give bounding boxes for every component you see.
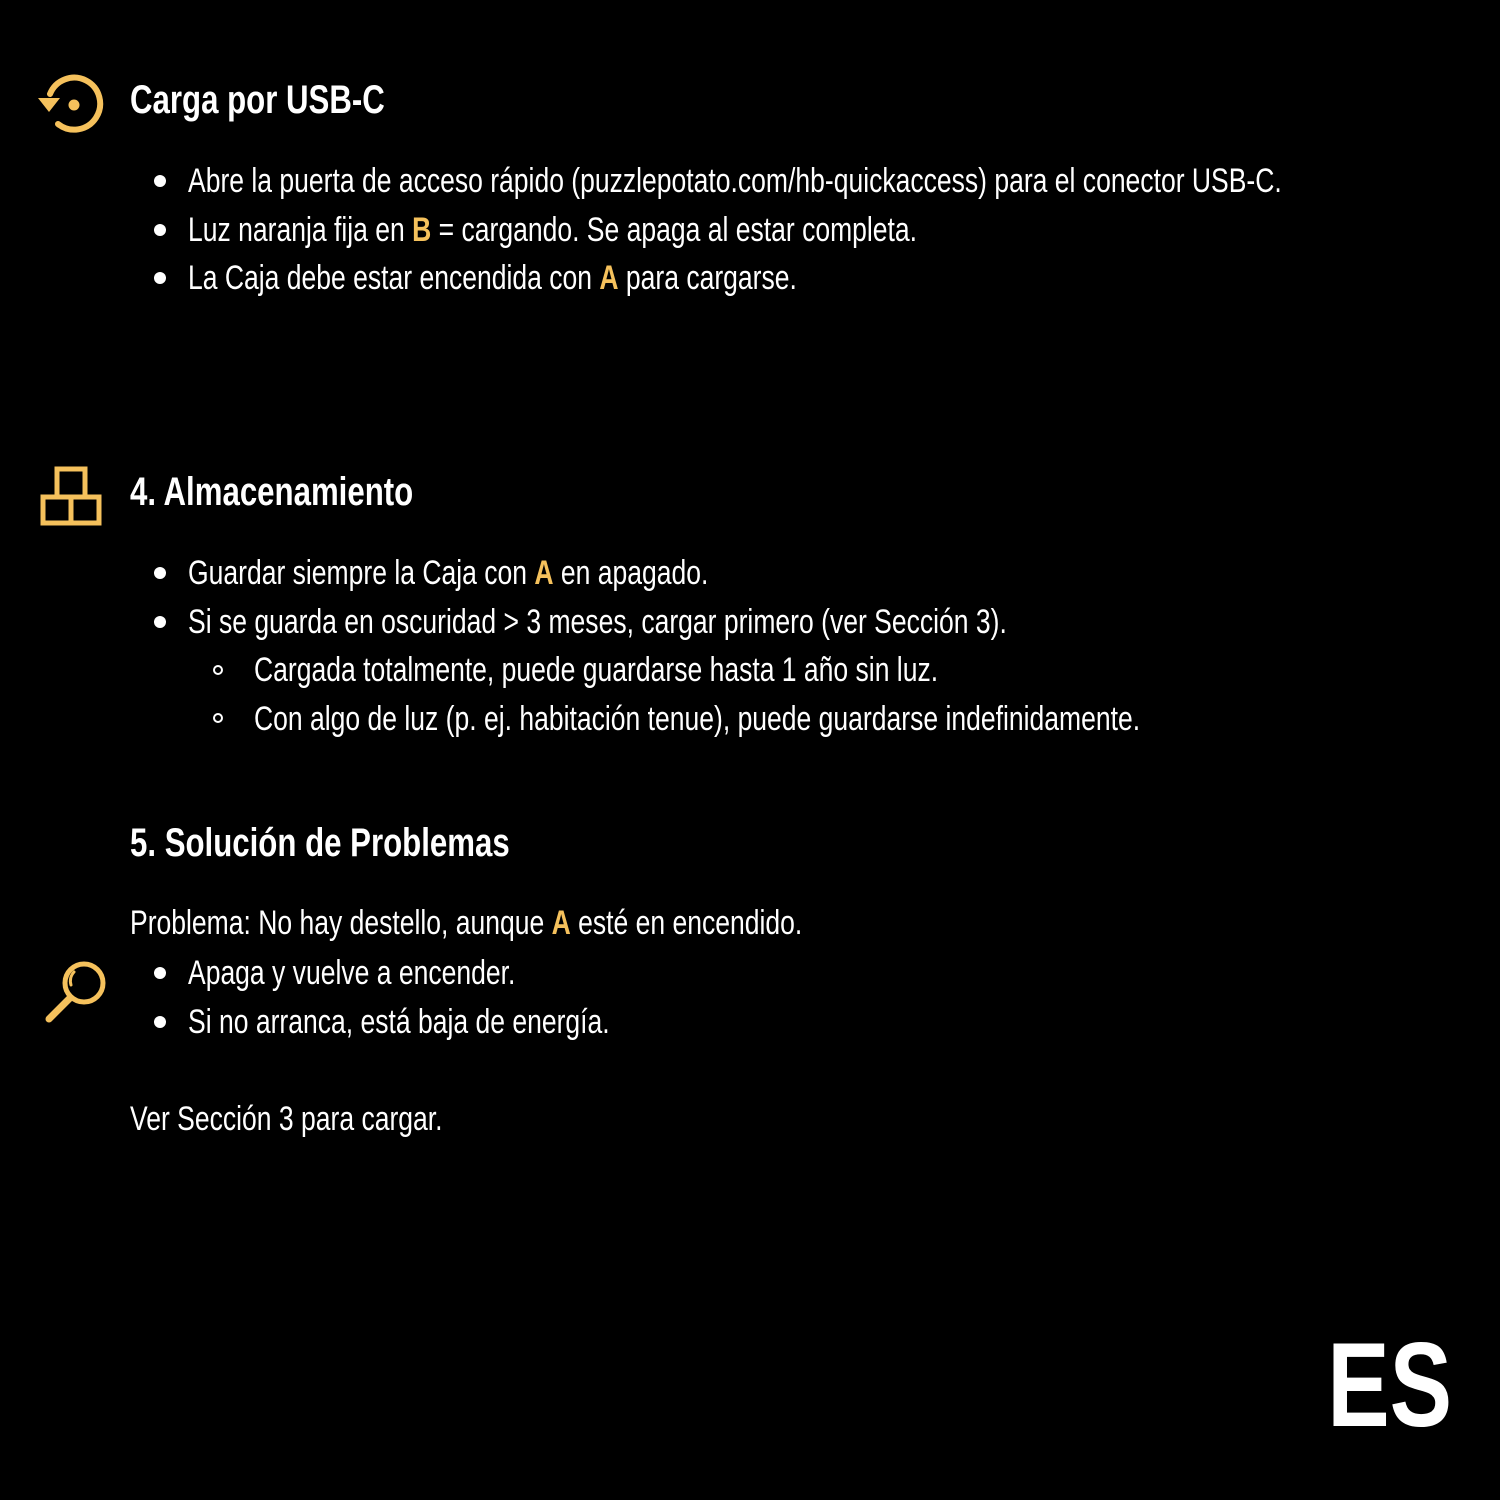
section-title-charging: Carga por USB-C	[130, 78, 385, 122]
bullet-marker	[154, 175, 166, 187]
sub-list-item: Con algo de luz (p. ej. habitación tenue), puede guardarse indefinidamente.	[254, 700, 1141, 738]
list-item: Si no arranca, está baja de energía.	[188, 1003, 610, 1041]
boxes-stack-icon	[40, 466, 102, 528]
sub-bullet-marker	[213, 665, 223, 675]
section-title-troubleshooting: 5. Solución de Problemas	[130, 821, 510, 865]
list-item: Abre la puerta de acceso rápido (puzzlepotato.com/hb-quickaccess) para el conector USB-C.	[188, 162, 1282, 200]
list-item: Luz naranja fija en B = cargando. Se apaga al estar completa.	[188, 211, 918, 249]
sub-bullet-marker	[213, 713, 223, 723]
language-badge: ES	[1327, 1318, 1452, 1452]
highlight-letter-b: B	[412, 211, 432, 249]
sub-list-item: Cargada totalmente, puede guardarse hasta 1 año sin luz.	[254, 651, 939, 689]
rotate-left-circle-icon	[34, 72, 110, 138]
highlight-letter-a: A	[551, 904, 571, 942]
problem-statement: Problema: No hay destello, aunque A esté en encendido.	[130, 904, 803, 942]
bullet-marker	[154, 616, 166, 628]
highlight-letter-a: A	[534, 554, 554, 592]
list-item: Guardar siempre la Caja con A en apagado.	[188, 554, 709, 592]
list-item: Apaga y vuelve a encender.	[188, 954, 516, 992]
list-item: La Caja debe estar encendida con A para cargarse.	[188, 259, 797, 297]
list-item: Si se guarda en oscuridad > 3 meses, cargar primero (ver Sección 3).	[188, 603, 1007, 641]
bullet-marker	[154, 272, 166, 284]
footer-note: Ver Sección 3 para cargar.	[130, 1100, 443, 1138]
section-title-storage: 4. Almacenamiento	[130, 470, 414, 514]
bullet-marker	[154, 567, 166, 579]
highlight-letter-a: A	[599, 259, 619, 297]
magnifying-glass-icon	[42, 958, 112, 1024]
bullet-marker	[154, 967, 166, 979]
bullet-marker	[154, 224, 166, 236]
bullet-marker	[154, 1016, 166, 1028]
